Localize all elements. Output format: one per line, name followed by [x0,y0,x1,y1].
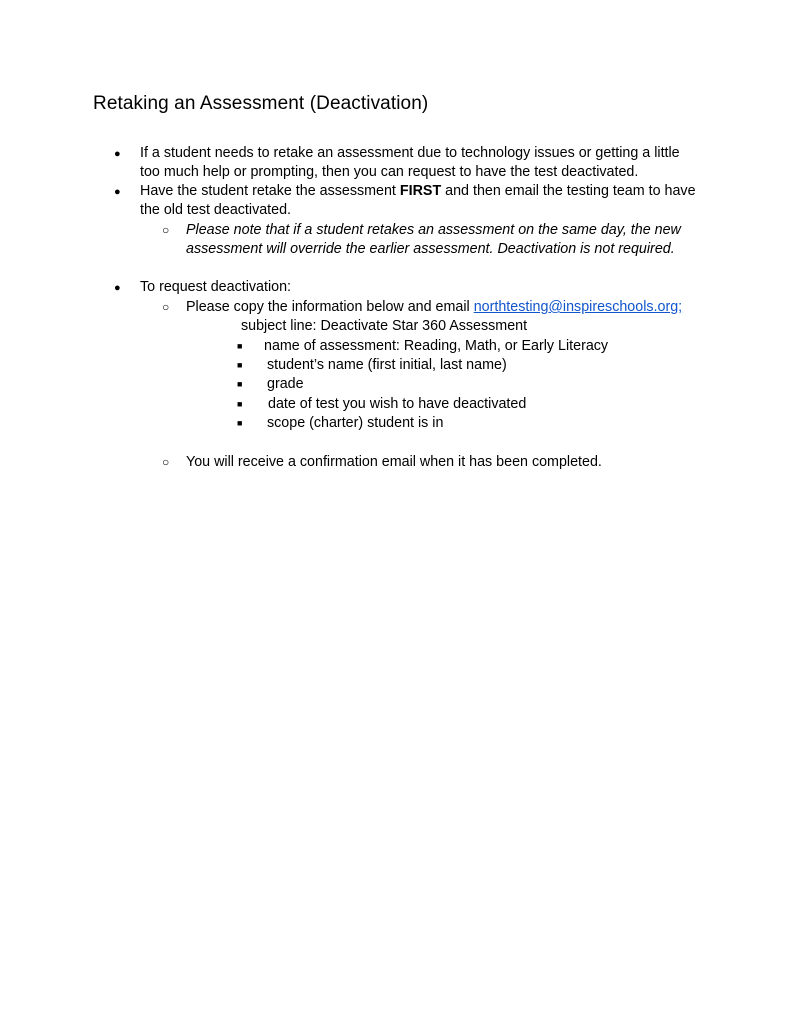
item3-copy-line [186,298,682,318]
field-item: name of assessment: Reading, Math, or Early Literacy [264,338,609,354]
item1-line2: too much help or prompting, then you can request to have the test deactivated. [140,164,639,180]
item3-heading: To request deactivation: [140,279,292,295]
item2-line1-after: and then email the testing team to have [441,183,696,199]
bullet-disc-icon: ● [114,282,121,294]
field-item: grade [267,376,304,392]
item2-note-line2: assessment will override the earlier assessment. Deactivation is not required. [186,241,675,257]
field-item: date of test you wish to have deactivated [268,396,527,412]
email-link[interactable]: northtesting@inspireschools.org; [473,299,683,315]
confirmation-text: You will receive a confirmation email when it has been completed. [186,454,602,470]
bullet-disc-icon: ● [114,186,121,198]
bullet-square-icon: ■ [237,399,243,409]
bullet-square-icon: ■ [237,379,243,389]
item2-line1-before: Have the student retake the assessment [140,183,400,199]
field-item: student’s name (first initial, last name) [267,357,507,373]
bullet-circle-icon: ○ [162,223,170,237]
subject-line: subject line: Deactivate Star 360 Assessment [241,318,528,334]
item2-line1-bold: FIRST [399,183,442,199]
item2-line1 [140,182,696,202]
bullet-square-icon: ■ [237,360,243,370]
bullet-circle-icon: ○ [162,455,170,469]
bullet-circle-icon: ○ [162,300,170,314]
bullet-square-icon: ■ [237,341,243,351]
item3-copy-text: Please copy the information below and email [186,299,474,315]
bullet-disc-icon: ● [114,148,121,160]
item2-note-line1: Please note that if a student retakes an assessment on the same day, the new [186,222,681,238]
document-title: Retaking an Assessment (Deactivation) [93,93,429,114]
item2-line2: the old test deactivated. [140,202,292,218]
field-item: scope (charter) student is in [267,415,444,431]
bullet-square-icon: ■ [237,418,243,428]
item1-line1: If a student needs to retake an assessment due to technology issues or getting a little [140,145,680,161]
